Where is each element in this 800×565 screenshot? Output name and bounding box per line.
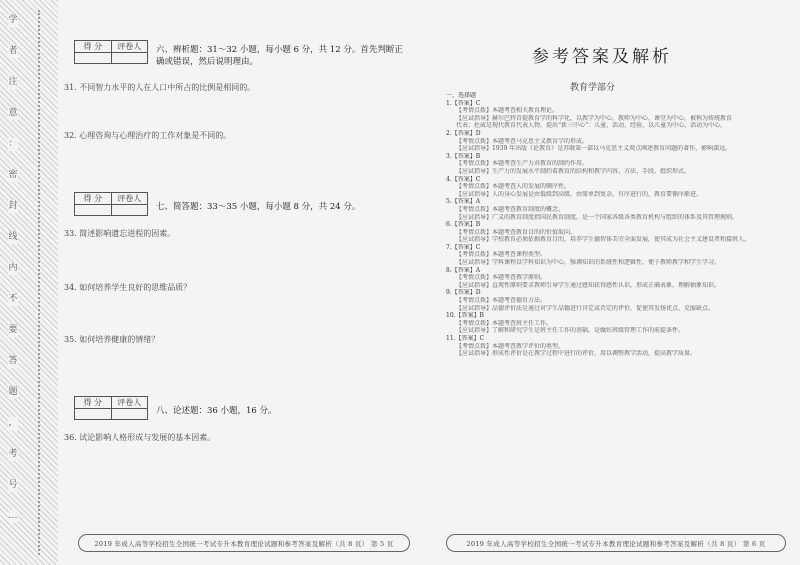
section-seven-title: 七、简答题：33～35 小题，每小题 8 分，共 24 分。 (156, 202, 361, 212)
answer-key: 5.【答案】A (446, 198, 481, 206)
binding-char: 答 (8, 356, 18, 366)
binding-char: 题 (8, 387, 18, 397)
question-31: 31. 不同智力水平的人在人口中所占的比例是相同的。 (64, 83, 256, 92)
answer-key: 1.【答案】C (446, 99, 481, 107)
answer-explanation-line: 【考情点拨】本题考查课程类型。 (456, 251, 547, 259)
answer-explanation-line: 【应试指导】人的身心发展是由低级到高级，由简单到复杂，有序进行的，教育要循序渐进。 (456, 190, 703, 198)
answer-explanation-line: 【应试指导】了解和研究学生是班主任工作的基础，是做好班级管理工作的前提条件。 (456, 327, 685, 335)
question-32: 32. 心理咨询与心理治疗的工作对象是不同的。 (64, 131, 232, 140)
binding-char: 者 (8, 46, 18, 56)
binding-char: 内 (8, 263, 18, 273)
left-page-footer: 2019 年成人高等学校招生全国统一考试专升本教育理论试题和参考答案及解析（共 8 页） 第 5 页 (78, 534, 410, 552)
binding-char: ： (8, 139, 18, 149)
binding-char: 线 (8, 232, 18, 242)
question-34: 34. 如何培养学生良好的思维品质？ (64, 283, 192, 292)
binding-char: … (8, 511, 18, 521)
score-label: 得 分 (75, 193, 111, 205)
binding-char: 不 (8, 294, 18, 304)
section-eight-title: 八、论述题：36 小题，16 分。 (156, 406, 277, 416)
answer-explanation-line: 【应试指导】形成性评价是在教学过程中进行的评价，用以调整教学活动，提高教学质量。 (456, 350, 697, 358)
answer-explanation-line: 【应试指导】1939 年出版《论教育》是苏联第一部以马克思主义观点阐述教育问题的著作，影响深远。 (456, 145, 732, 153)
answer-explanation-line: 代表；杜威是现代教育代表人物，提出“新三中心”：儿童、活动、经验，以儿童为中心，活动为中心。 (456, 122, 727, 130)
answer-explanation-line: 【考情点拨】本题考查生产力对教育的制约作用。 (456, 160, 589, 168)
answer-key: 7.【答案】C (446, 243, 481, 251)
answer-explanation-line: 【应试指导】学科课程以学科知识为中心，强调知识的系统性和逻辑性，便于教师教学和学生学习。 (456, 259, 721, 267)
score-label: 得 分 (75, 41, 111, 53)
answer-key: 10.【答案】B (446, 312, 484, 320)
answer-list (446, 92, 786, 358)
left-page (60, 0, 422, 565)
answer-explanation-line: 【考情点拨】本题考查德育方法。 (456, 297, 547, 305)
answer-explanation-line: 【考情点拨】本题考查人的发展的顺序性。 (456, 183, 571, 191)
answer-explanation-line: 【应试指导】生产力的发展水平制约着教育的结构和教学内容、方法、手段、组织形式。 (456, 167, 691, 175)
binding-char: 封 (8, 201, 18, 211)
answer-explanation-line: 【考情点拨】本题考查马克思主义教育学的形成。 (456, 137, 589, 145)
answer-explanation-line: 【考情点拨】本题考查教育制度的概念。 (456, 205, 565, 213)
answer-key: 9.【答案】D (446, 289, 481, 297)
answer-explanation-line: 【应试指导】赫尔巴特首提教育学的科学化，以教学为中心，教师为中心，课堂为中心，被称为传统教育 (456, 114, 733, 122)
grader-label: 评卷人 (112, 41, 148, 53)
right-page-footer: 2019 年成人高等学校招生全国统一考试专升本教育理论试题和参考答案及解析（共 8 页） 第 6 页 (446, 534, 786, 552)
score-box (74, 192, 148, 216)
section-subtitle: 教育学部分 (570, 83, 616, 93)
binding-char: 号 (8, 480, 18, 490)
binding-char: 要 (8, 325, 18, 335)
binding-char: 意 (8, 108, 18, 118)
answer-key: 11.【答案】C (446, 335, 485, 342)
answer-key: 3.【答案】B (446, 152, 481, 160)
question-36: 36. 试论影响人格形成与发展的基本因素。 (64, 433, 216, 442)
binding-char: 注 (8, 77, 18, 87)
answer-key: 2.【答案】D (446, 129, 481, 137)
answer-explanation-line: 【应试指导】学校教育必须依据教育目的，培养学生德智体美劳全面发展，使其成为社会主义建设者和接班人。 (456, 236, 751, 244)
binding-char: ， (8, 418, 18, 428)
answer-explanation-line: 【应试指导】品德评价法是通过对学生品德进行肯定或否定的评价，促使其发扬优点、克服缺点。 (456, 304, 715, 312)
binding-notice (2, 14, 24, 541)
score-box (74, 40, 148, 64)
right-page (432, 0, 794, 565)
score-box (74, 396, 148, 420)
score-label: 得 分 (75, 397, 111, 409)
section-six-title: 六、辨析题：31～32 小题，每小题 6 分，共 12 分。首先判断正确或错误，然后说明理由。 (156, 45, 403, 67)
answer-key: 4.【答案】C (446, 175, 481, 183)
answer-explanation-line: 【应试指导】直观性原则要求教师引导学生通过感知获得感性认识，形成正确表象，理解抽象知识。 (456, 281, 721, 289)
binding-dotted-line (38, 10, 40, 555)
answer-explanation-line: 【考情点拨】本题考查教学评价的类型。 (456, 342, 565, 350)
binding-char: 学 (8, 15, 18, 25)
answer-key: 6.【答案】B (446, 221, 481, 229)
question-33: 33. 简述影响遗忘进程的因素。 (64, 229, 176, 238)
answer-explanation-line: 【考情点拨】本题考查教育目的的价值取向。 (456, 228, 577, 236)
answer-title: 参考答案及解析 (532, 47, 672, 67)
answer-explanation-line: 【考情点拨】本题考查班主任工作。 (456, 319, 553, 327)
binding-char: 密 (8, 170, 18, 180)
grader-label: 评卷人 (112, 397, 148, 409)
binding-char: 考 (8, 449, 18, 459)
answer-section-heading: 一、选择题 (446, 92, 477, 99)
answer-key: 8.【答案】A (446, 266, 481, 274)
answer-explanation-line: 【考情点拨】本题考查相关教育理论。 (456, 107, 559, 115)
answer-explanation-line: 【应试指导】广义的教育制度指国民教育制度，是一个国家各级各类教育机构与组织的体系及其管理规则。 (456, 213, 739, 221)
answer-explanation-line: 【考情点拨】本题考查教学原则。 (456, 274, 547, 282)
question-35: 35. 如何培养健康的情绪？ (64, 335, 160, 344)
grader-label: 评卷人 (112, 193, 148, 205)
binding-strip (0, 0, 58, 565)
